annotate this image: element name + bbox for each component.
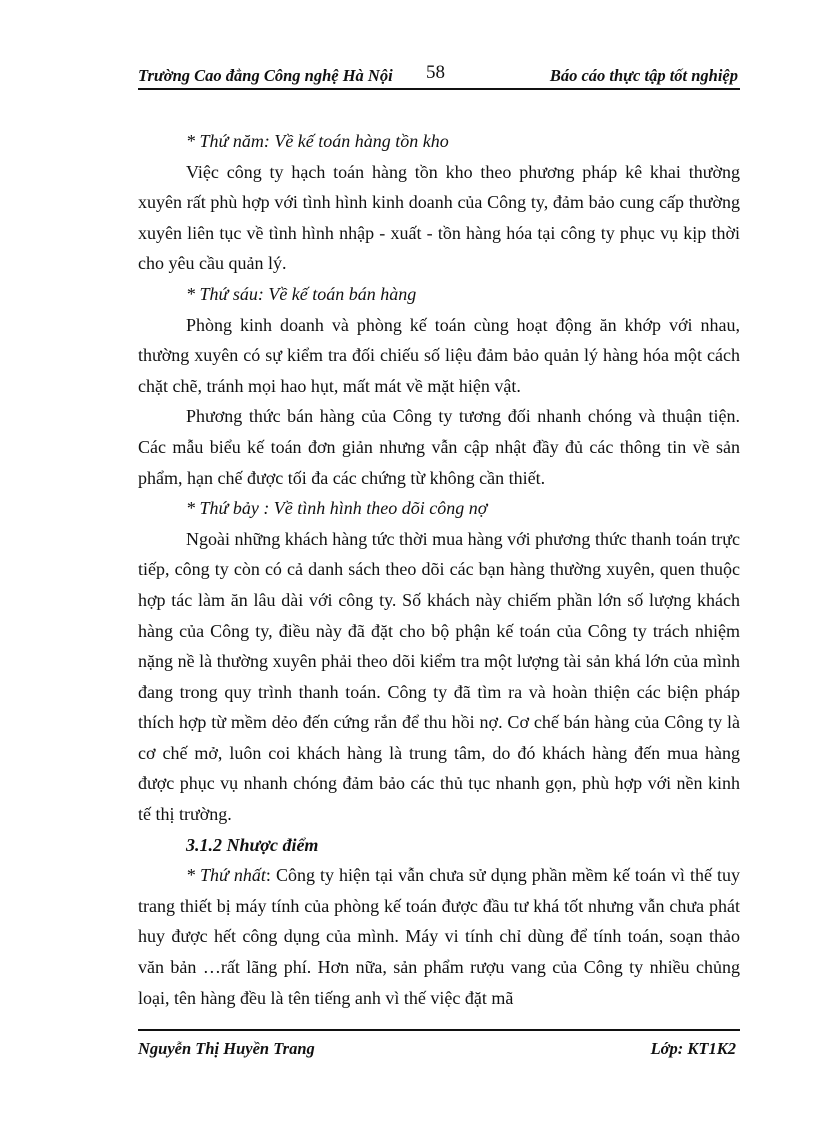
page-footer	[138, 1029, 740, 1065]
page-header	[138, 60, 740, 90]
page-number: 58	[426, 62, 445, 83]
paragraph-inventory: Việc công ty hạch toán hàng tồn kho theo phương pháp kê khai thường xuyên rất phù hợp với tình hình kinh doanh của Công ty, đảm bảo cung cấp thường xuyên liên tục về tình hình nhập - xuất - tồn hàng hóa tại công ty phục vụ kịp thời cho yêu cầu quản lý.	[138, 161, 740, 274]
heading-thu-nam: * Thứ năm: Về kế toán hàng tồn kho	[186, 131, 449, 151]
paragraph-sales-departments: Phòng kinh doanh và phòng kế toán cùng hoạt động ăn khớp với nhau, thường xuyên có sự kiểm tra đối chiếu số liệu đảm bảo quản lý hàng hóa một cách chặt chẽ, tránh mọi hao hụt, mất mát về mặt hiện vật.	[138, 314, 740, 396]
paragraph-receivables: Ngoài những khách hàng tức thời mua hàng với phương thức thanh toán trực tiếp, công ty còn có cả danh sách theo dõi các bạn hàng thường xuyên, quen thuộc hợp tác làm ăn lâu dài với công ty. Số khách này chiếm phần lớn số lượng khách hàng của Công ty, điều này đã đặt cho bộ phận kế toán của Công ty trách nhiệm nặng nề là thường xuyên phải theo dõi kiểm tra một lượng tài sản khá lớn của mình đang trong quy trình thanh toán. Công ty đã tìm ra và hoàn thiện các biện pháp thích hợp từ mềm dẻo đến cứng rắn để thu hồi nợ. Cơ chế bán hàng của Công ty là cơ chế mở, luôn coi khách hàng là trung tâm, do đó khách hàng đến mua hàng được phục vụ nhanh chóng đảm bảo các thủ tục nhanh gọn, phù hợp với nền kinh tế thị trường.	[138, 528, 740, 825]
first-weakness-text: : Công ty hiện tại vẫn chưa sử dụng phần mềm kế toán vì thế tuy trang thiết bị máy tính của phòng kế toán được đầu tư khá tốt nhưng vẫn chưa phát huy được hết công dụng của mình. Máy vi tính chỉ dùng để tính toán, soạn thảo văn bản …rất lãng phí. Hơn nữa, sản phẩm rượu vang của Công ty nhiều chủng loại, tên hàng đều là tên tiếng anh vì thế việc đặt mã	[138, 865, 740, 1008]
document-body	[138, 126, 740, 1013]
heading-thu-sau: * Thứ sáu: Về kế toán bán hàng	[186, 283, 417, 304]
first-weakness-lead: * Thứ nhất	[186, 865, 266, 886]
header-school-name: Trường Cao đẳng Công nghệ Hà Nội	[138, 66, 393, 85]
section-heading-weaknesses: 3.1.2 Nhược điểm	[186, 834, 319, 855]
footer-class: Lớp: KT1K2	[650, 1039, 736, 1058]
paragraph-sales-method: Phương thức bán hàng của Công ty tương đối nhanh chóng và thuận tiện. Các mẫu biểu kế toán đơn giản nhưng vẫn cập nhật đầy đủ các thông tin về sản phẩm, hạn chế được tối đa các chứng từ không cần thiết.	[138, 406, 740, 488]
header-report-title: Báo cáo thực tập tốt nghiệp	[549, 66, 738, 85]
heading-thu-bay: * Thứ bảy : Về tình hình theo dõi công nợ	[186, 498, 488, 519]
footer-author: Nguyễn Thị Huyền Trang	[138, 1039, 315, 1058]
paragraph-first-weakness	[138, 860, 740, 1013]
